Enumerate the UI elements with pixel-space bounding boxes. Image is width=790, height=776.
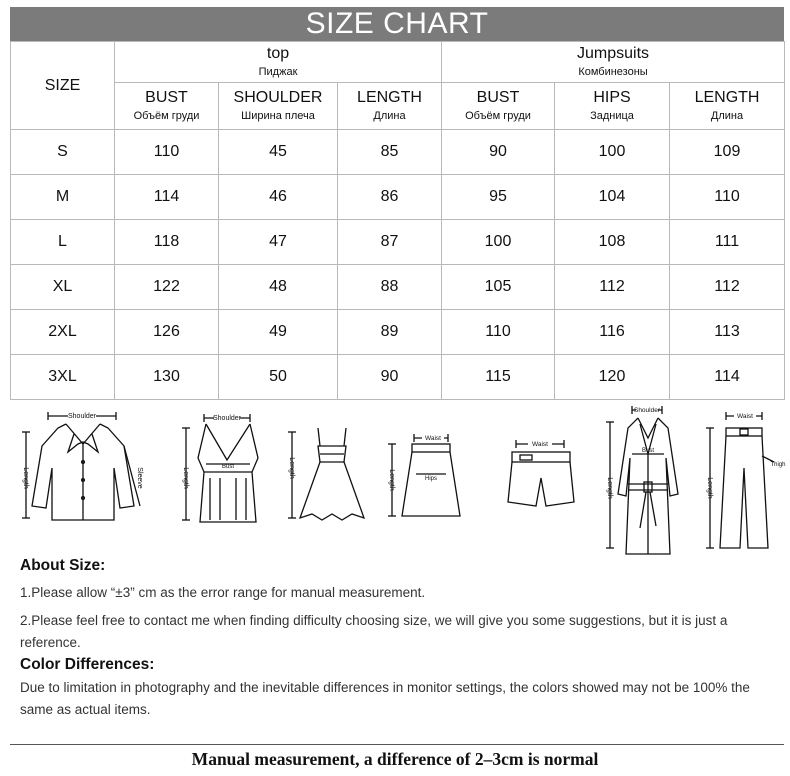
size-cell: 2XL: [11, 310, 115, 355]
footer-divider: [10, 744, 784, 745]
footer-note: Manual measurement, a difference of 2–3cm is normal: [191, 749, 599, 769]
waist-label: Waist: [736, 413, 754, 420]
column-header: HIPS Задница: [555, 83, 670, 130]
value-cell: 109: [670, 130, 785, 175]
about-size-point-2: 2.Please feel free to contact me when finding difficulty choosing size, we will give you some suggestions, but it is just a reference.: [20, 613, 728, 650]
vest-top-diagram: [174, 398, 274, 528]
value-cell: 90: [338, 355, 442, 400]
shoulder-label: Shoulder: [212, 415, 242, 422]
column-header: LENGTH Длина: [338, 83, 442, 130]
shorts-diagram: [490, 398, 590, 528]
shoulder-label: Shoulder: [67, 413, 97, 420]
waist-label: Waist: [531, 441, 549, 448]
value-cell: 88: [338, 265, 442, 310]
size-cell: M: [11, 175, 115, 220]
length-label: Length: [22, 467, 29, 489]
value-cell: 48: [219, 265, 338, 310]
about-size-point-1: 1.Please allow “±3” cm as the error range for manual measurement.: [20, 585, 426, 600]
length-label: Length: [288, 457, 295, 479]
color-differences-text: Due to limitation in photography and the inevitable differences in monitor settings, the colors showed may not be 100% the same as actual items.: [20, 680, 750, 717]
value-cell: 87: [338, 220, 442, 265]
value-cell: 112: [555, 265, 670, 310]
table-row: [11, 265, 785, 310]
table-row: [11, 310, 785, 355]
value-cell: 110: [115, 130, 219, 175]
info-section: [20, 556, 780, 721]
blouse-diagram: [18, 398, 148, 528]
value-cell: 110: [442, 310, 555, 355]
trousers-diagram: [696, 398, 788, 558]
value-cell: 122: [115, 265, 219, 310]
size-cell: L: [11, 220, 115, 265]
about-size-heading: About Size:: [20, 557, 106, 574]
value-cell: 108: [555, 220, 670, 265]
value-cell: 100: [442, 220, 555, 265]
value-cell: 105: [442, 265, 555, 310]
value-cell: 111: [670, 220, 785, 265]
value-cell: 126: [115, 310, 219, 355]
table-row: [11, 130, 785, 175]
column-header: SHOULDER Ширина плеча: [219, 83, 338, 130]
length-label: Length: [606, 477, 613, 499]
value-cell: 49: [219, 310, 338, 355]
column-header: LENGTH Длина: [670, 83, 785, 130]
value-cell: 130: [115, 355, 219, 400]
value-cell: 115: [442, 355, 555, 400]
size-cell: 3XL: [11, 355, 115, 400]
waist-label: Waist: [424, 435, 442, 442]
table-row: [11, 355, 785, 400]
value-cell: 114: [670, 355, 785, 400]
column-header: BUST Объём груди: [442, 83, 555, 130]
value-cell: 89: [338, 310, 442, 355]
size-table: [10, 41, 785, 400]
dress-diagram: [282, 398, 372, 528]
coat-diagram: [600, 398, 692, 558]
value-cell: 86: [338, 175, 442, 220]
value-cell: 114: [115, 175, 219, 220]
value-cell: 100: [555, 130, 670, 175]
color-differences-heading: Color Differences:: [20, 656, 155, 673]
value-cell: 120: [555, 355, 670, 400]
length-label: Length: [182, 467, 189, 489]
length-label: Length: [388, 469, 395, 491]
value-cell: 104: [555, 175, 670, 220]
size-cell: XL: [11, 265, 115, 310]
garment-diagrams: [14, 398, 784, 558]
size-cell: S: [11, 130, 115, 175]
group-header-top: top Пиджак: [115, 42, 442, 83]
value-cell: 85: [338, 130, 442, 175]
column-header: BUST Объём груди: [115, 83, 219, 130]
value-cell: 95: [442, 175, 555, 220]
skirt-diagram: [382, 398, 472, 528]
bust-label: Bust: [221, 464, 235, 470]
shoulder-label: Shoulder: [633, 407, 661, 414]
size-chart-title: SIZE CHART: [10, 7, 784, 41]
value-cell: 110: [670, 175, 785, 220]
value-cell: 46: [219, 175, 338, 220]
group-header-jumpsuits: Jumpsuits Комбинезоны: [442, 42, 785, 83]
value-cell: 50: [219, 355, 338, 400]
table-row: [11, 175, 785, 220]
value-cell: 118: [115, 220, 219, 265]
table-row: [11, 220, 785, 265]
value-cell: 113: [670, 310, 785, 355]
thigh-label: Thigh: [770, 462, 786, 468]
bust-label: Bust: [641, 448, 655, 454]
value-cell: 90: [442, 130, 555, 175]
sleeve-label: Sleeve: [136, 467, 143, 489]
value-cell: 112: [670, 265, 785, 310]
hips-label: Hips: [424, 476, 438, 482]
value-cell: 116: [555, 310, 670, 355]
length-label: Length: [706, 477, 713, 499]
size-header: SIZE: [11, 42, 115, 130]
value-cell: 47: [219, 220, 338, 265]
value-cell: 45: [219, 130, 338, 175]
